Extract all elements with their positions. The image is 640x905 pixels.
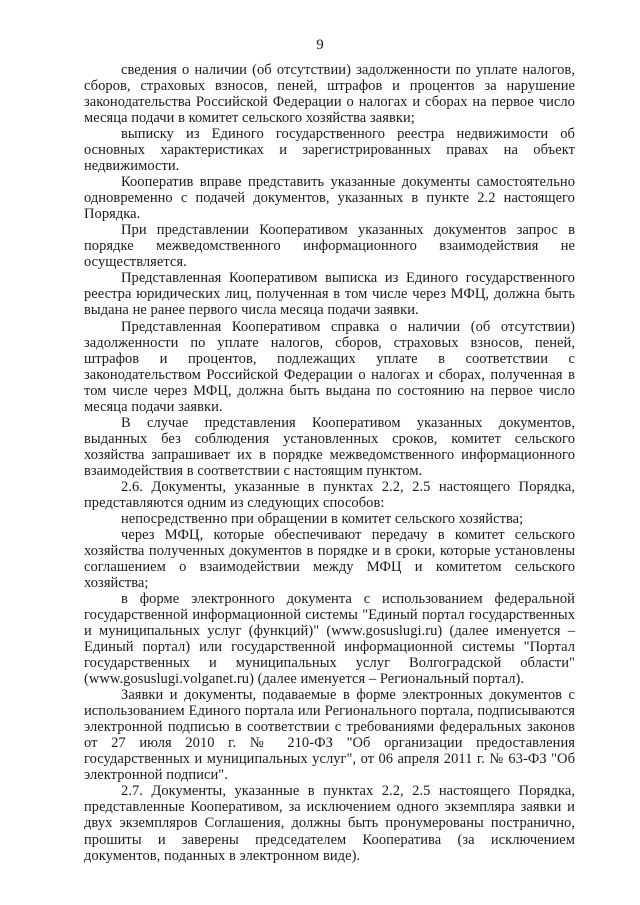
- page-number: 9: [316, 37, 324, 53]
- paragraph-real-estate-extract: выписку из Единого государственного реестра недвижимости об основных характеристиках и зарегистрированных правах на объект недвижимости.: [84, 126, 575, 175]
- paragraph-electronic-submission: в форме электронного документа с использованием федеральной государственной информационной системы "Единый портал государственных и муниципальных услуг (функций)" (www.gosuslugi.ru) (далее именуется – Единый портал) или государственной информационной системы "Портал государственных и муниципальных услуг Волгоградской области" (www.gosuslugi.volganet.ru) (далее именуется – Региональный портал).: [84, 591, 575, 688]
- paragraph-direct-submission: непосредственно при обращении в комитет сельского хозяйства;: [121, 510, 524, 527]
- paragraph-electronic-signature: Заявки и документы, подаваемые в форме электронных документов с использованием Единого портала или Регионального портала, подписываются электронной подписью в соответствии с требованиями федеральных законов от 27 июля 2010 г. № 210-ФЗ "Об организации предоставления государственных и муниципальных услуг", от 06 апреля 2011 г. № 63-ФЗ "Об электронной подписи".: [84, 687, 575, 784]
- paragraph-expired-documents: В случае представления Кооперативом указанных документов, выданных без соблюдения установленных сроков, комитет сельского хозяйства запрашивает их в порядке межведомственного информационного взаимодействия в соответствии с настоящим пунктом.: [84, 414, 575, 479]
- paragraph-section-2-7: 2.7. Документы, указанные в пунктах 2.2, 2.5 настоящего Порядка, представленные Кооперативом, за исключением одного экземпляра заявки и двух экземпляров Соглашения, должны быть пронумерованы постранично, прошиты и заверены председателем Кооператива (за исключением документов, поданных в электронном виде).: [84, 783, 575, 864]
- paragraph-tax-debt-info: сведения о наличии (об отсутствии) задолженности по уплате налогов, сборов, страховых взносов, пеней, штрафов и процентов за нарушение законодательства Российской Федерации о налогах и сборах на первое число месяца подачи в комитет сельского хозяйства заявки;: [84, 62, 575, 127]
- paragraph-legal-entities-extract: Представленная Кооперативом выписка из Единого государственного реестра юридических лиц, полученная в том числе через МФЦ, должна быть выдана не ранее первого числа месяца подачи заявки.: [84, 270, 575, 319]
- paragraph-mfc-submission: через МФЦ, которые обеспечивают передачу в комитет сельского хозяйства полученных документов в порядке и в сроки, которые установлены соглашением о взаимодействии между МФЦ и комитетом сельского хозяйства;: [84, 526, 575, 591]
- paragraph-no-interagency-request: При представлении Кооперативом указанных документов запрос в порядке межведомственного информационного взаимодействия не осуществляется.: [84, 222, 575, 271]
- paragraph-tax-certificate: Представленная Кооперативом справка о наличии (об отсутствии) задолженности по уплате налогов, сборов, страховых взносов, пеней, штрафов и процентов, подлежащих уплате в соответствии с законодательством Российской Федерации о налогах и сборах, полученная в том числе через МФЦ, должна быть выдана по состоянию на первое число месяца подачи заявки.: [84, 318, 575, 415]
- paragraph-self-submission: Кооператив вправе представить указанные документы самостоятельно одновременно с подачей документов, указанных в пункте 2.2 настоящего Порядка.: [84, 174, 575, 223]
- document-body: [84, 62, 575, 864]
- paragraph-section-2-6: 2.6. Документы, указанные в пунктах 2.2, 2.5 настоящего Порядка, представляются одним из следующих способов:: [84, 478, 575, 511]
